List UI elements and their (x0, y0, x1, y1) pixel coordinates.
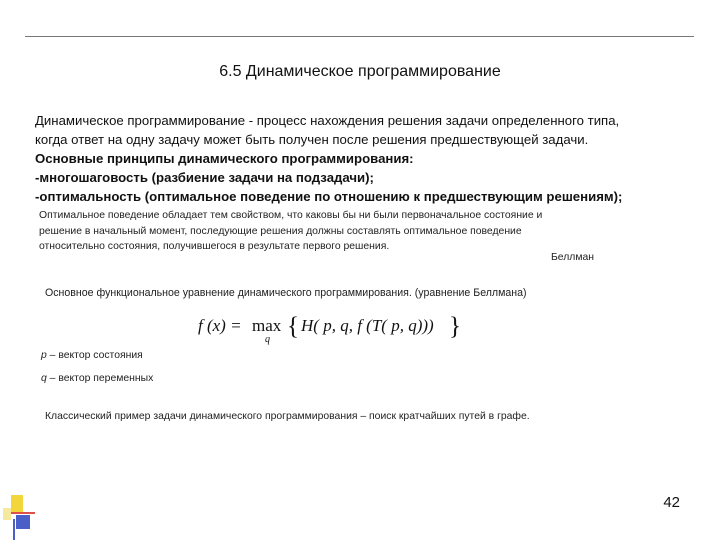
variable-q-desc: – вектор переменных (46, 373, 154, 384)
corner-decoration-icon (0, 495, 45, 540)
principle-optimality: -оптимальность (оптимальное поведение по отношению к предшествующим решениям); (35, 189, 623, 204)
variable-p-desc: – вектор состояния (46, 350, 143, 361)
formula-subscript: q (265, 334, 270, 345)
equation-title: Основное функциональное уравнение динамического программирования. (уравнение Беллмана) (45, 287, 527, 299)
variable-q (41, 373, 153, 384)
slide-title: 6.5 Динамическое программирование (219, 63, 501, 80)
formula-left-brace: { (287, 313, 299, 340)
variable-q-symbol: q (41, 373, 47, 384)
principle-multistep: -многошаговость (разбиение задачи на подзадачи); (35, 170, 374, 185)
intro-text (35, 111, 695, 206)
formula-lhs: f (x) = (198, 316, 242, 335)
page-number: 42 (663, 494, 680, 511)
variable-p (41, 350, 143, 361)
example-text: Классический пример задачи динамического программирования – поиск кратчайших путей в графе. (45, 411, 530, 422)
intro-line-2: когда ответ на одну задачу может быть получен после решения предшествующей задачи. (35, 132, 589, 147)
formula-body: H( p, q, f (T( p, q))) (301, 316, 434, 335)
bellman-formula (198, 311, 488, 345)
variable-p-symbol: p (41, 350, 47, 361)
header-rule (25, 36, 694, 37)
principles-heading: Основные принципы динамического программирования: (35, 151, 414, 166)
formula-right-brace: } (449, 313, 461, 340)
quote-line-2: решение в начальный момент, последующие решения должны составлять оптимальное поведение (39, 225, 522, 237)
intro-line-1: Динамическое программирование - процесс нахождения решения задачи определенного типа, (35, 113, 620, 128)
formula-max: max (252, 316, 282, 335)
quote-line-1: Оптимальное поведение обладает тем свойством, что каковы бы ни были первоначальное состояние и (39, 210, 543, 221)
quote-author: Беллман (550, 252, 594, 263)
quote-line-3: относительно состояния, получившегося в результате первого решения. (39, 241, 390, 253)
bellman-quote (39, 208, 649, 255)
